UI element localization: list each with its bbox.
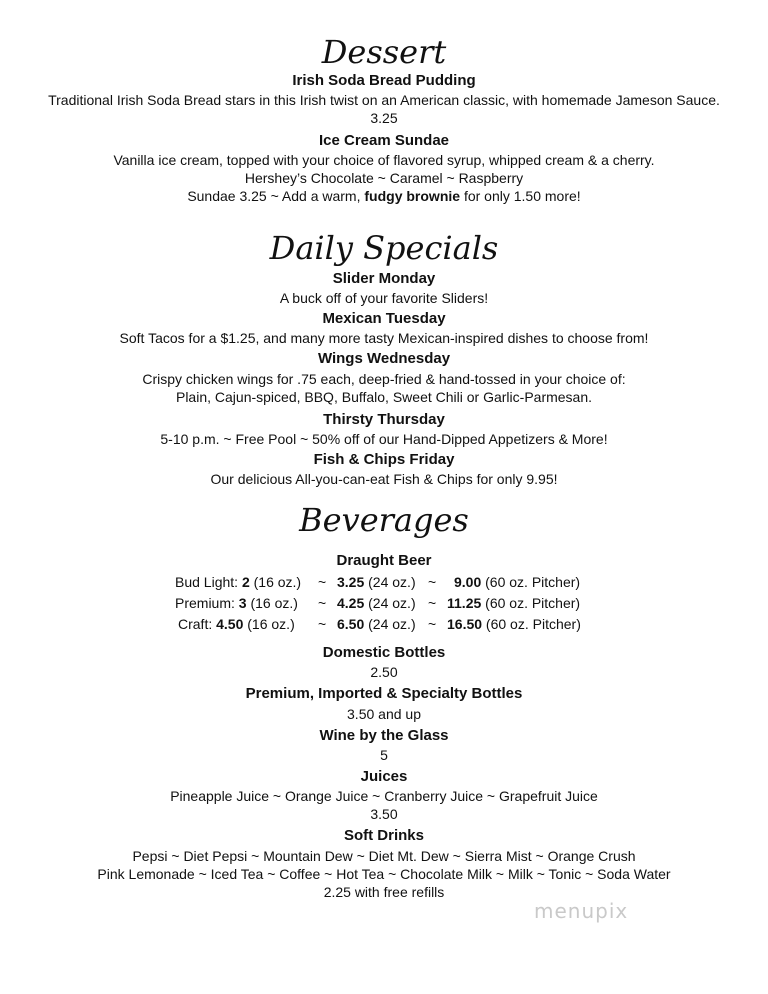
pudding-desc: Traditional Irish Soda Bread stars in this Irish twist on an American classic, with homemade Jameson Sauce. xyxy=(48,92,720,108)
beer-row-1-pitcher: 9.00 (60 oz. Pitcher) xyxy=(454,574,581,590)
beer-row-3-16oz: Craft: 4.50 (16 oz.) xyxy=(178,616,295,632)
beer-row-2-sep-1: ~ xyxy=(318,595,327,611)
domestic-price: 2.50 xyxy=(370,664,398,680)
sundae-desc: Vanilla ice cream, topped with your choice of flavored syrup, whipped cream & a cherry. xyxy=(113,152,655,168)
monday-name: Slider Monday xyxy=(332,270,436,287)
monday-desc: A buck off of your favorite Sliders! xyxy=(279,290,489,306)
juices-price: 3.50 xyxy=(370,806,398,822)
sundae-price xyxy=(0,187,768,205)
beer-row-3-24oz: 6.50 (24 oz.) xyxy=(337,616,416,632)
pudding-price: 3.25 xyxy=(370,110,398,126)
sundae-price-text: Sundae 3.25 ~ Add a warm, xyxy=(187,188,365,204)
beer-row-2-24oz: 4.25 (24 oz.) xyxy=(337,595,416,611)
friday-desc: Our delicious All-you-can-eat Fish & Chips for only 9.95! xyxy=(210,471,558,487)
beer-row-1-16oz: Bud Light: 2 (16 oz.) xyxy=(175,574,302,590)
domestic-name: Domestic Bottles xyxy=(322,644,446,661)
beverages-heading: Beverages xyxy=(299,501,469,539)
menupix-watermark: menupix xyxy=(534,899,629,923)
thursday-name: Thirsty Thursday xyxy=(323,411,445,428)
wednesday-desc-1: Crispy chicken wings for .75 each, deep-fried & hand-tossed in your choice of: xyxy=(142,371,626,387)
sundae-price-extra: for only 1.50 more! xyxy=(460,188,581,204)
premium-name: Premium, Imported & Specialty Bottles xyxy=(245,685,523,702)
sundae-brownie: fudgy brownie xyxy=(364,188,461,204)
specials-heading: Daily Specials xyxy=(269,229,499,267)
wine-price: 5 xyxy=(380,747,388,763)
juices-list: Pineapple Juice ~ Orange Juice ~ Cranberry Juice ~ Grapefruit Juice xyxy=(170,788,598,804)
sundae-name: Ice Cream Sundae xyxy=(318,132,450,149)
beer-row-3-sep-1: ~ xyxy=(318,616,327,632)
beer-row-2-sep-2: ~ xyxy=(428,595,437,611)
tuesday-desc: Soft Tacos for a $1.25, and many more tasty Mexican-inspired dishes to choose from! xyxy=(119,330,649,346)
wednesday-name: Wings Wednesday xyxy=(317,350,451,367)
beer-row-3-sep-2: ~ xyxy=(428,616,437,632)
soft-drinks-name: Soft Drinks xyxy=(343,827,424,844)
premium-price: 3.50 and up xyxy=(347,706,421,722)
beer-row-1-sep-2: ~ xyxy=(428,574,437,590)
beer-row-2-pitcher: 11.25 (60 oz. Pitcher) xyxy=(447,595,581,611)
beer-row-2-16oz: Premium: 3 (16 oz.) xyxy=(175,595,298,611)
thursday-desc: 5-10 p.m. ~ Free Pool ~ 50% off of our Hand-Dipped Appetizers & More! xyxy=(160,431,608,447)
sundae-flavors: Hershey’s Chocolate ~ Caramel ~ Raspberry xyxy=(244,170,524,186)
draught-title: Draught Beer xyxy=(336,552,432,569)
wine-name: Wine by the Glass xyxy=(319,727,449,744)
soft-drinks-list-1: Pepsi ~ Diet Pepsi ~ Mountain Dew ~ Diet Mt. Dew ~ Sierra Mist ~ Orange Crush xyxy=(132,848,636,864)
pudding-name: Irish Soda Bread Pudding xyxy=(292,72,476,89)
soft-drinks-price: 2.25 with free refills xyxy=(323,884,445,900)
beer-row-1-24oz: 3.25 (24 oz.) xyxy=(337,574,416,590)
soft-drinks-list-2: Pink Lemonade ~ Iced Tea ~ Coffee ~ Hot Tea ~ Chocolate Milk ~ Milk ~ Tonic ~ Soda Water xyxy=(97,866,671,882)
dessert-heading: Dessert xyxy=(321,33,447,71)
beer-row-1-sep-1: ~ xyxy=(318,574,327,590)
beer-row-3-pitcher: 16.50 (60 oz. Pitcher) xyxy=(447,616,581,632)
juices-name: Juices xyxy=(360,768,408,785)
tuesday-name: Mexican Tuesday xyxy=(322,310,446,327)
wednesday-desc-2: Plain, Cajun-spiced, BBQ, Buffalo, Sweet Chili or Garlic-Parmesan. xyxy=(175,389,593,405)
friday-name: Fish & Chips Friday xyxy=(313,451,455,468)
